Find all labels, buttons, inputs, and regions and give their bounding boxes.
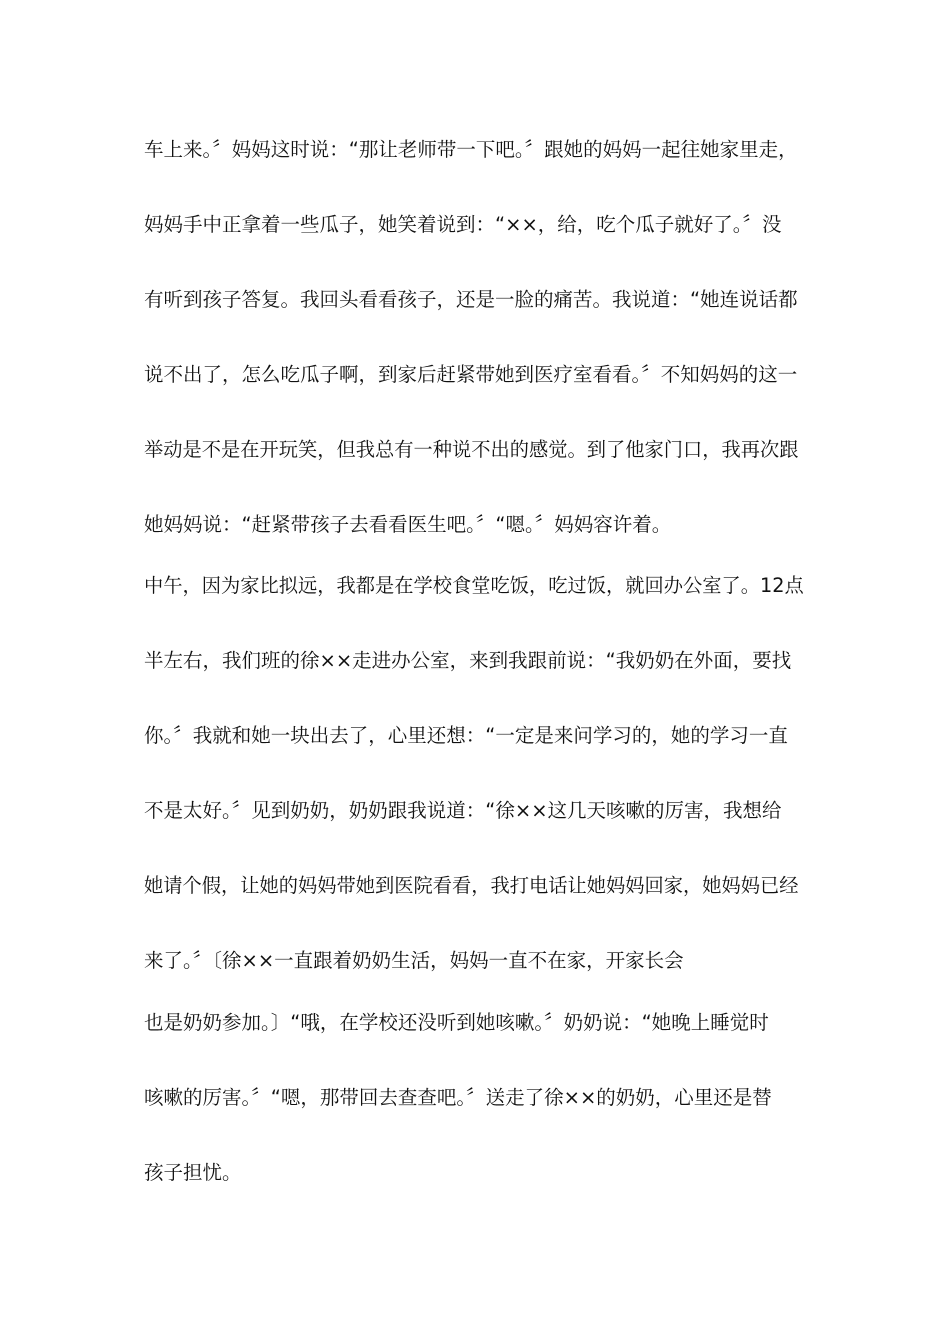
text-line: 来了。〞〔徐××一直跟着奶奶生活，妈妈一直不在家，开家长会	[144, 949, 684, 972]
text-line: 不是太好。〞见到奶奶，奶奶跟我说道：“徐××这几天咳嗽的厉害，我想给	[144, 799, 782, 822]
text-line: 妈妈手中正拿着一些瓜子，她笑着说到：“××，给，吃个瓜子就好了。〞没	[144, 213, 782, 236]
text-line: 她妈妈说：“赶紧带孩子去看看医生吧。〞“嗯。〞妈妈容许着。	[144, 513, 672, 536]
text-line: 有听到孩子答复。我回头看看孩子，还是一脸的痛苦。我说道：“她连说话都	[144, 288, 798, 311]
text-line: 也是奶奶参加。〕“哦，在学校还没听到她咳嗽。〞奶奶说：“她晚上睡觉时	[144, 1011, 769, 1034]
text-line: 咳嗽的厉害。〞“嗯，那带回去查查吧。〞送走了徐××的奶奶，心里还是替	[144, 1086, 772, 1109]
text-line: 半左右，我们班的徐××走进办公室，来到我跟前说：“我奶奶在外面，要找	[144, 649, 792, 672]
text-line: 中午，因为家比拟远，我都是在学校食堂吃饭，吃过饭，就回办公室了。12点	[144, 574, 804, 597]
text-line: 你。〞我就和她一块出去了，心里还想：“一定是来问学习的，她的学习一直	[144, 724, 788, 747]
text-line: 车上来。〞妈妈这时说：“那让老师带一下吧。〞跟她的妈妈一起往她家里走，	[144, 138, 798, 161]
text-line: 举动是不是在开玩笑，但我总有一种说不出的感觉。到了他家门口，我再次跟	[144, 438, 799, 461]
text-line: 孩子担忧。	[144, 1161, 242, 1184]
text-line: 说不出了，怎么吃瓜子啊，到家后赶紧带她到医疗室看看。〞不知妈妈的这一	[144, 363, 798, 386]
text-line: 她请个假，让她的妈妈带她到医院看看，我打电话让她妈妈回家，她妈妈已经	[144, 874, 799, 897]
